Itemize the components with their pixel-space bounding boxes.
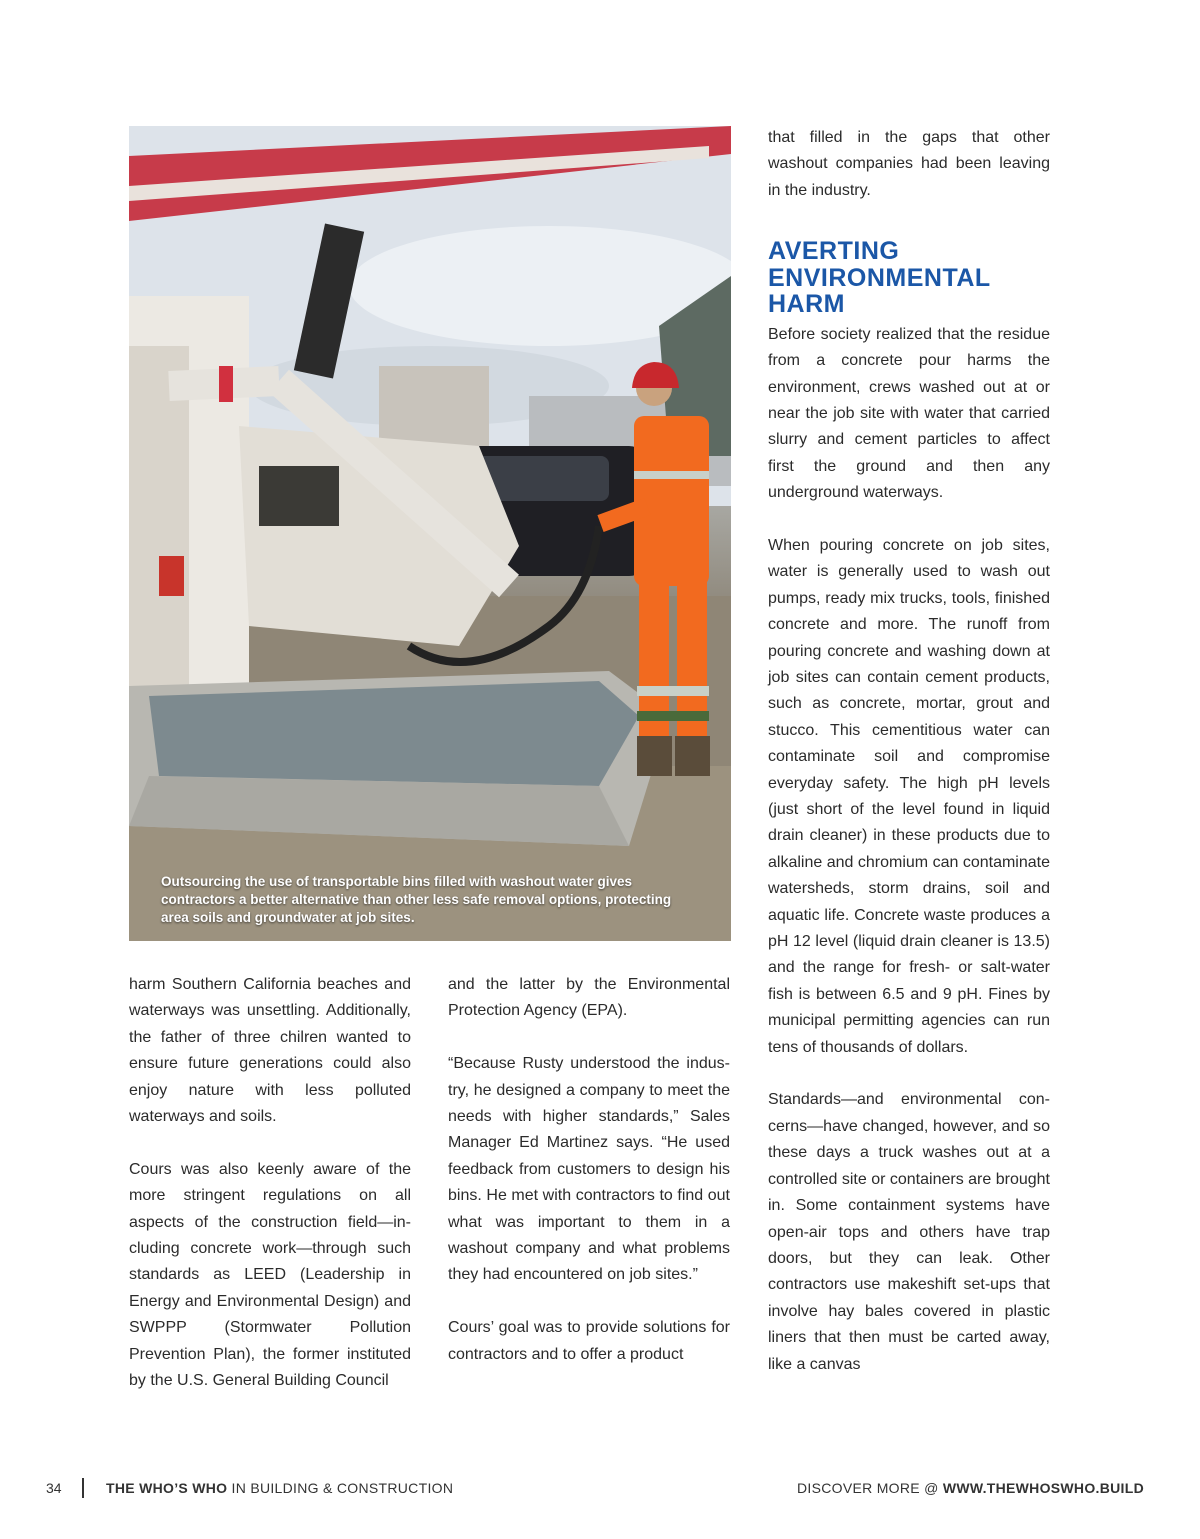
website-link[interactable]: WWW.THEWHOSWHO.BUILD — [942, 1480, 1144, 1496]
paragraph: Cours was also keenly aware of the more stringent regulations on all aspects of the construction field—including concrete work—through such standards as LEED (Leadership in Energy and Environmental Design) and SWPPP (Stormwater Pollution Prevention Plan), the former instituted by the U.S. General Building Council — [129, 1160, 411, 1390]
article-column-3 — [768, 125, 1050, 1378]
publication-name — [106, 1480, 453, 1496]
section-heading: AVERTING ENVIRONMENTAL HARM — [768, 237, 991, 319]
page-number: 34 — [46, 1480, 62, 1496]
paragraph: that filled in the gaps that other washout companies had been leaving in the industry. — [768, 129, 1050, 199]
article-photo — [129, 126, 731, 941]
publication-name-rest: IN BUILDING & CONSTRUCTION — [227, 1480, 454, 1496]
discover-more — [797, 1480, 1144, 1496]
paragraph: harm Southern California beaches and waterways was unsettling. Additionally, the father of three chilren wanted to ensure future generations could also enjoy nature with less polluted waterways and soils. — [129, 976, 411, 1126]
discover-prefix: DISCOVER MORE @ — [797, 1480, 943, 1496]
publication-name-bold: THE WHO’S WHO — [106, 1480, 228, 1496]
paragraph: and the latter by the Environmental Protection Agency (EPA). — [448, 976, 730, 1020]
article-column-2 — [448, 972, 730, 1368]
paragraph: When pouring concrete on job sites, water is generally used to wash out pumps, ready mix trucks, tools, finished concrete and more. The runoff from pouring concrete and washing down at job sites can contain cement products, such as concrete, mortar, grout and stucco. This cementitious water can contaminate soil and compromise everyday safety. The high pH levels (just short of the level found in liquid drain cleaner) in these products due to alkaline and chromium can contaminate watersheds, storm drains, soil and aquatic life. Concrete waste produces a pH 12 level (liquid drain cleaner is 13.5) and the range for fresh- or salt-water fish is between 6.5 and 9 pH. Fines by municipal permitting agencies can run tens of thousands of dollars. — [768, 536, 1050, 1056]
photo-illustration — [129, 126, 731, 941]
article-column-1 — [129, 972, 411, 1394]
paragraph: “Because Rusty understood the industry, he designed a company to meet the needs with higher standards,” Sales Manager Ed Martinez says. “He used feedback from customers to design his bins. He met with contractors to find out what was important to them in a washout company and what problems they had encountered on job sites.” — [448, 1055, 730, 1284]
page-footer — [0, 1478, 1200, 1500]
photo-caption: Outsourcing the use of transportable bins filled with washout water gives contractors a better alternative than other less safe removal options, protecting area soils and groundwater at job sites. — [161, 874, 672, 925]
paragraph: Standards—and environmental concerns—have changed, however, and so these days a truck washes out at a controlled site or containers are brought in. Some containment systems have open-air tops and others have trap doors, but they can leak. Other contractors use makeshift set-ups that involve hay bales covered in plastic liners that then must be carted away, like a canvas — [768, 1091, 1050, 1373]
paragraph: Before society realized that the residue from a concrete pour harms the environment, crews washed out at or near the job site with water that carried slurry and cement particles to affect first the ground and then any underground waterways. — [768, 325, 1050, 502]
paragraph: Cours’ goal was to provide solutions for contractors and to offer a product — [448, 1319, 730, 1363]
footer-divider — [82, 1478, 84, 1498]
